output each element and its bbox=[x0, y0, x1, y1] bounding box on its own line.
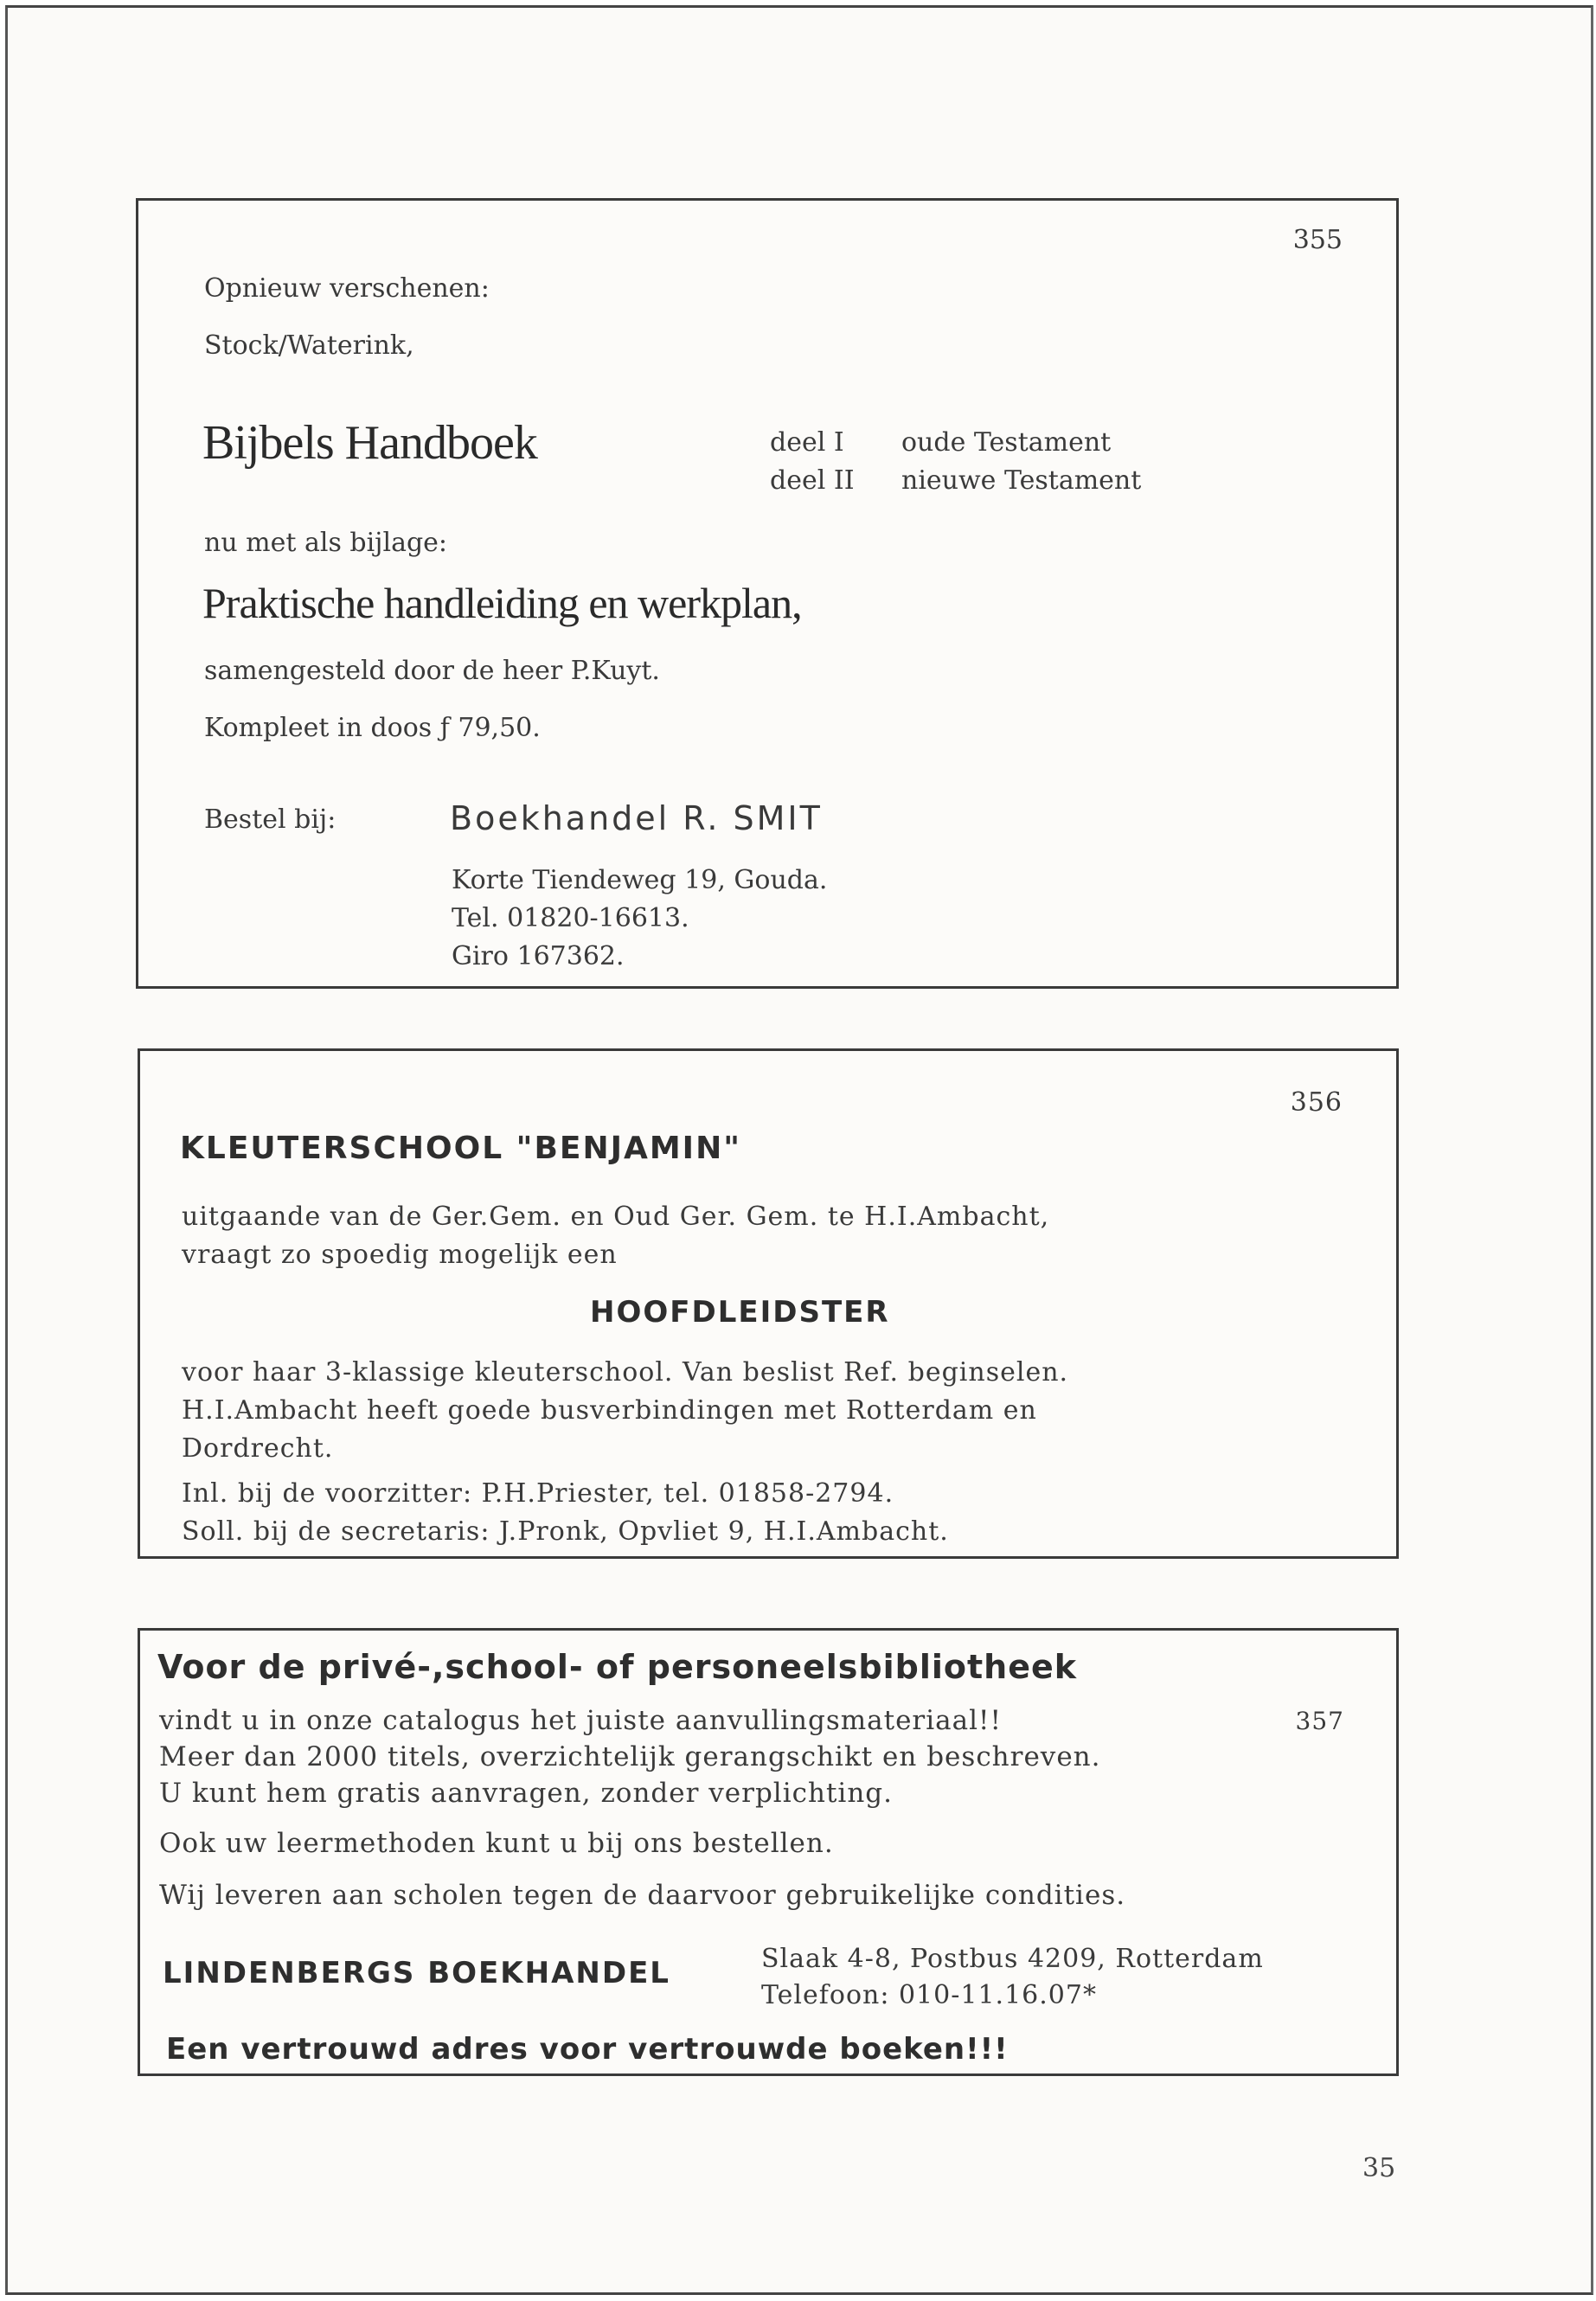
volume-label: deel II bbox=[770, 465, 855, 496]
supplement-title: Praktische handleiding en werkplan, bbox=[202, 579, 802, 627]
body-line: voor haar 3-klassige kleuterschool. Van beslist Ref. beginselen. bbox=[182, 1357, 1069, 1388]
intro-text: Opnieuw verschenen: bbox=[204, 273, 490, 304]
text-line: U kunt hem gratis aanvragen, zonder verplichting. bbox=[159, 1778, 893, 1809]
school-heading: KLEUTERSCHOOL "BENJAMIN" bbox=[180, 1131, 741, 1166]
shop-name: Boekhandel R. SMIT bbox=[450, 799, 823, 837]
volume-name: oude Testament bbox=[901, 427, 1112, 458]
phone-text: Tel. 01820-16613. bbox=[452, 903, 689, 933]
supplement-intro: nu met als bijlage: bbox=[204, 528, 448, 558]
text-line: vindt u in onze catalogus het juiste aanvullingsmateriaal!! bbox=[159, 1705, 1002, 1736]
text-line: Meer dan 2000 titels, overzichtelijk gerangschikt en beschreven. bbox=[159, 1741, 1101, 1772]
bookshop-phone: Telefoon: 010-11.16.07* bbox=[761, 1980, 1097, 2010]
magazine-page bbox=[5, 5, 1593, 2295]
volume-label: deel I bbox=[770, 427, 844, 458]
bookshop-address: Slaak 4-8, Postbus 4209, Rotterdam bbox=[761, 1944, 1264, 1974]
price-text: Kompleet in doos ƒ 79,50. bbox=[204, 713, 541, 743]
address-text: Korte Tiendeweg 19, Gouda. bbox=[452, 865, 828, 895]
advertisement-355 bbox=[136, 198, 1399, 989]
body-line: Soll. bij de secretaris: J.Pronk, Opvliet 9, H.I.Ambacht. bbox=[182, 1516, 949, 1547]
intro-line: vraagt zo spoedig mogelijk een bbox=[182, 1240, 618, 1270]
bookshop-name: LINDENBERGS BOEKHANDEL bbox=[163, 1956, 670, 1990]
intro-line: uitgaande van de Ger.Gem. en Oud Ger. Gem. te H.I.Ambacht, bbox=[182, 1202, 1050, 1232]
methods-line: Ook uw leermethoden kunt u bij ons bestellen. bbox=[159, 1828, 834, 1859]
order-label: Bestel bij: bbox=[204, 804, 337, 835]
authors-text: Stock/Waterink, bbox=[204, 330, 414, 361]
ad-number: 356 bbox=[1290, 1087, 1343, 1118]
book-title: Bijbels Handboek bbox=[202, 416, 537, 470]
advertisement-356 bbox=[138, 1048, 1399, 1559]
page-number: 35 bbox=[1362, 2153, 1396, 2183]
ad-number: 357 bbox=[1295, 1707, 1344, 1735]
position-heading: HOOFDLEIDSTER bbox=[590, 1295, 890, 1330]
giro-text: Giro 167362. bbox=[452, 941, 625, 971]
body-line: Inl. bij de voorzitter: P.H.Priester, tel. 01858-2794. bbox=[182, 1478, 894, 1509]
body-line: Dordrecht. bbox=[182, 1433, 334, 1464]
advertisement-357 bbox=[138, 1628, 1399, 2076]
schools-line: Wij leveren aan scholen tegen de daarvoor gebruikelijke condities. bbox=[159, 1880, 1126, 1911]
compiled-by-text: samengesteld door de heer P.Kuyt. bbox=[204, 656, 660, 686]
body-line: H.I.Ambacht heeft goede busverbindingen met Rotterdam en bbox=[182, 1395, 1037, 1426]
library-heading: Voor de privé-,school- of personeelsbibliotheek bbox=[157, 1648, 1078, 1686]
volume-name: nieuwe Testament bbox=[901, 465, 1142, 496]
slogan: Een vertrouwd adres voor vertrouwde boeken!!! bbox=[166, 2032, 1009, 2067]
ad-number: 355 bbox=[1292, 225, 1343, 255]
